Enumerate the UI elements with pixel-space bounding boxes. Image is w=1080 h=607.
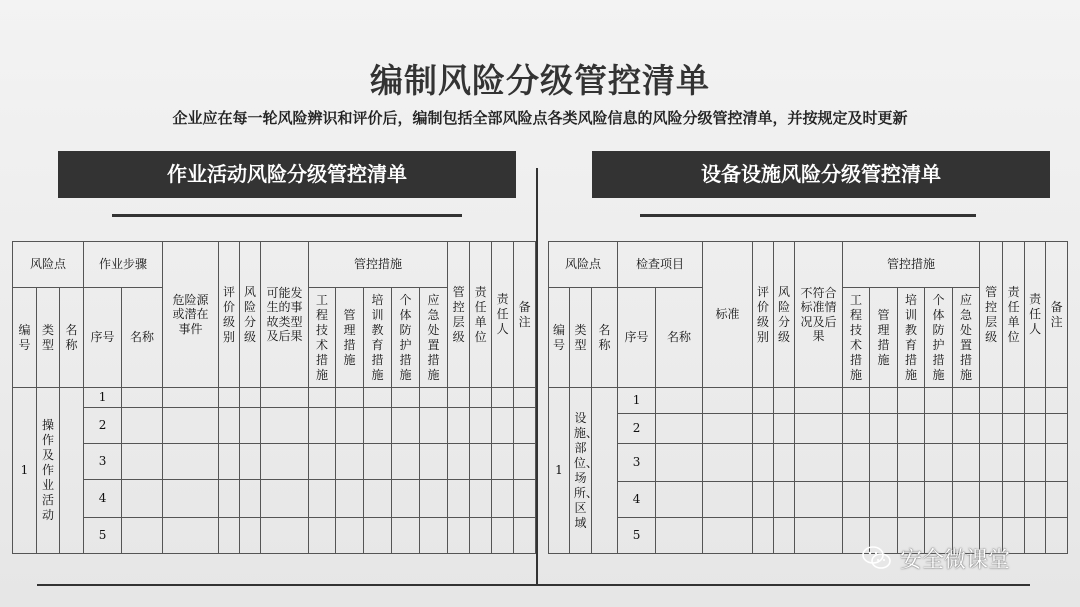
header-control-level: 管控层级 (980, 242, 1003, 388)
empty-cell (795, 414, 843, 444)
empty-cell (309, 388, 336, 408)
empty-cell (163, 518, 219, 554)
empty-cell (261, 518, 309, 554)
empty-cell (703, 482, 753, 518)
header-standard: 标准 (703, 242, 753, 388)
empty-cell (980, 482, 1003, 518)
empty-cell (774, 482, 795, 518)
empty-cell (492, 408, 514, 444)
header-control-level: 管控层级 (448, 242, 470, 388)
empty-cell (219, 388, 240, 408)
empty-cell (392, 518, 420, 554)
empty-cell (392, 408, 420, 444)
empty-cell (870, 482, 898, 518)
empty-cell (656, 388, 703, 414)
empty-cell (1025, 518, 1046, 554)
right-table (548, 241, 1068, 554)
header-resp-person: 责任人 (492, 242, 514, 388)
header-mgmt: 管理措施 (870, 288, 898, 388)
empty-cell (1025, 414, 1046, 444)
empty-cell (240, 518, 261, 554)
empty-cell (336, 388, 364, 408)
empty-cell (448, 518, 470, 554)
header-resp-unit: 责任单位 (1003, 242, 1025, 388)
empty-cell (1025, 388, 1046, 414)
header-step-name: 名称 (122, 288, 163, 388)
empty-cell (470, 408, 492, 444)
empty-cell (240, 480, 261, 518)
left-underline (112, 214, 462, 217)
empty-cell (364, 388, 392, 408)
empty-cell (364, 408, 392, 444)
empty-cell (795, 518, 843, 554)
empty-cell (795, 482, 843, 518)
header-resp-person: 责任人 (1025, 242, 1046, 388)
empty-cell (122, 480, 163, 518)
empty-cell (219, 408, 240, 444)
empty-cell (240, 444, 261, 480)
empty-cell (219, 518, 240, 554)
empty-cell (514, 480, 536, 518)
header-no: 编号 (13, 288, 37, 388)
empty-cell (392, 444, 420, 480)
empty-cell (163, 388, 219, 408)
left-table (12, 241, 536, 554)
empty-cell (470, 518, 492, 554)
empty-cell (261, 480, 309, 518)
page-title: 编制风险分级管控清单 (370, 61, 710, 100)
empty-cell (240, 408, 261, 444)
header-ppe: 个体防护措施 (392, 288, 420, 388)
empty-cell (870, 444, 898, 482)
seq-cell: 1 (84, 388, 122, 408)
empty-cell (1046, 518, 1068, 554)
empty-cell (309, 518, 336, 554)
empty-cell (309, 480, 336, 518)
empty-cell (753, 414, 774, 444)
empty-cell (774, 444, 795, 482)
empty-cell (122, 444, 163, 480)
empty-cell (843, 444, 870, 482)
wechat-icon (862, 545, 892, 571)
empty-cell (870, 388, 898, 414)
empty-cell (122, 388, 163, 408)
row-type: 操作及作业活动 (37, 388, 60, 554)
empty-cell (925, 444, 953, 482)
empty-cell (898, 444, 925, 482)
header-evaluation: 评价级别 (219, 242, 240, 388)
empty-cell (980, 388, 1003, 414)
header-consequence: 可能发生的事故类型及后果 (261, 242, 309, 388)
watermark-text: 安全微课堂 (900, 547, 1011, 573)
empty-cell (514, 408, 536, 444)
header-seq: 序号 (84, 288, 122, 388)
empty-cell (514, 518, 536, 554)
seq-cell: 3 (618, 444, 656, 482)
header-hazard: 危险源或潜在事件 (163, 242, 219, 388)
seq-cell: 3 (84, 444, 122, 480)
header-type: 类型 (37, 288, 60, 388)
empty-cell (925, 482, 953, 518)
header-remark: 备注 (1046, 242, 1068, 388)
left-banner: 作业活动风险分级管控清单 (58, 151, 516, 198)
empty-cell (163, 480, 219, 518)
empty-cell (514, 444, 536, 480)
empty-cell (1046, 388, 1068, 414)
header-measures: 管控措施 (309, 242, 448, 288)
empty-cell (1003, 444, 1025, 482)
header-train: 培训教育措施 (898, 288, 925, 388)
empty-cell (122, 408, 163, 444)
empty-cell (420, 480, 448, 518)
empty-cell (219, 444, 240, 480)
center-divider (536, 168, 538, 586)
empty-cell (843, 388, 870, 414)
empty-cell (703, 444, 753, 482)
empty-cell (774, 518, 795, 554)
empty-cell (163, 408, 219, 444)
row-name (592, 388, 618, 554)
empty-cell (163, 444, 219, 480)
empty-cell (1046, 482, 1068, 518)
empty-cell (795, 388, 843, 414)
header-no: 编号 (549, 288, 570, 388)
empty-cell (980, 414, 1003, 444)
bottom-rule (37, 584, 1030, 586)
seq-cell: 4 (618, 482, 656, 518)
header-type: 类型 (570, 288, 592, 388)
header-ppe: 个体防护措施 (925, 288, 953, 388)
empty-cell (656, 444, 703, 482)
empty-cell (448, 480, 470, 518)
empty-cell (703, 388, 753, 414)
empty-cell (336, 480, 364, 518)
header-nonconform: 不符合标准情况及后果 (795, 242, 843, 388)
empty-cell (1025, 444, 1046, 482)
empty-cell (261, 388, 309, 408)
empty-cell (953, 388, 980, 414)
empty-cell (656, 414, 703, 444)
header-check-items: 检查项目 (618, 242, 703, 288)
empty-cell (1046, 444, 1068, 482)
seq-cell: 5 (618, 518, 656, 554)
header-resp-unit: 责任单位 (470, 242, 492, 388)
empty-cell (492, 480, 514, 518)
right-underline (640, 214, 976, 217)
seq-cell: 1 (618, 388, 656, 414)
empty-cell (1046, 414, 1068, 444)
empty-cell (898, 388, 925, 414)
empty-cell (953, 482, 980, 518)
empty-cell (336, 408, 364, 444)
empty-cell (470, 480, 492, 518)
empty-cell (753, 444, 774, 482)
empty-cell (703, 518, 753, 554)
empty-cell (336, 444, 364, 480)
header-train: 培训教育措施 (364, 288, 392, 388)
empty-cell (795, 444, 843, 482)
empty-cell (448, 388, 470, 408)
empty-cell (470, 444, 492, 480)
watermark (862, 541, 1010, 575)
empty-cell (953, 414, 980, 444)
empty-cell (1025, 482, 1046, 518)
empty-cell (925, 414, 953, 444)
empty-cell (420, 388, 448, 408)
empty-cell (953, 444, 980, 482)
header-name: 名称 (60, 288, 84, 388)
empty-cell (448, 444, 470, 480)
empty-cell (420, 444, 448, 480)
row-no: 1 (13, 388, 37, 554)
header-seq: 序号 (618, 288, 656, 388)
empty-cell (309, 408, 336, 444)
empty-cell (392, 388, 420, 408)
empty-cell (1003, 388, 1025, 414)
empty-cell (514, 388, 536, 408)
header-eng: 工程技术措施 (309, 288, 336, 388)
header-emer: 应急处置措施 (420, 288, 448, 388)
header-risk-level: 风险分级 (240, 242, 261, 388)
empty-cell (492, 388, 514, 408)
empty-cell (703, 414, 753, 444)
empty-cell (240, 388, 261, 408)
header-measures: 管控措施 (843, 242, 980, 288)
header-risk-point: 风险点 (13, 242, 84, 288)
empty-cell (336, 518, 364, 554)
empty-cell (753, 482, 774, 518)
empty-cell (656, 518, 703, 554)
empty-cell (364, 444, 392, 480)
empty-cell (774, 388, 795, 414)
empty-cell (1003, 414, 1025, 444)
row-type: 设施、部位、场所、区域 (570, 388, 592, 554)
empty-cell (364, 480, 392, 518)
header-mgmt: 管理措施 (336, 288, 364, 388)
seq-cell: 2 (84, 408, 122, 444)
row-name (60, 388, 84, 554)
empty-cell (122, 518, 163, 554)
empty-cell (753, 388, 774, 414)
header-name: 名称 (592, 288, 618, 388)
empty-cell (898, 482, 925, 518)
header-risk-level: 风险分级 (774, 242, 795, 388)
empty-cell (980, 444, 1003, 482)
header-risk-point: 风险点 (549, 242, 618, 288)
row-no: 1 (549, 388, 570, 554)
empty-cell (420, 518, 448, 554)
empty-cell (843, 482, 870, 518)
header-eng: 工程技术措施 (843, 288, 870, 388)
empty-cell (261, 444, 309, 480)
header-remark: 备注 (514, 242, 536, 388)
seq-cell: 4 (84, 480, 122, 518)
seq-cell: 5 (84, 518, 122, 554)
empty-cell (448, 408, 470, 444)
empty-cell (925, 388, 953, 414)
page-subtitle: 企业应在每一轮风险辨识和评价后，编制包括全部风险点各类风险信息的风险分级管控清单，并按规定及时更新 (172, 109, 908, 127)
header-item-name: 名称 (656, 288, 703, 388)
empty-cell (470, 388, 492, 408)
empty-cell (219, 480, 240, 518)
empty-cell (656, 482, 703, 518)
seq-cell: 2 (618, 414, 656, 444)
empty-cell (1003, 482, 1025, 518)
header-emer: 应急处置措施 (953, 288, 980, 388)
header-work-steps: 作业步骤 (84, 242, 163, 288)
empty-cell (492, 444, 514, 480)
empty-cell (492, 518, 514, 554)
empty-cell (364, 518, 392, 554)
empty-cell (843, 414, 870, 444)
empty-cell (420, 408, 448, 444)
header-evaluation: 评价级别 (753, 242, 774, 388)
empty-cell (898, 414, 925, 444)
empty-cell (870, 414, 898, 444)
right-banner: 设备设施风险分级管控清单 (592, 151, 1050, 198)
empty-cell (753, 518, 774, 554)
empty-cell (392, 480, 420, 518)
empty-cell (309, 444, 336, 480)
empty-cell (774, 414, 795, 444)
empty-cell (261, 408, 309, 444)
